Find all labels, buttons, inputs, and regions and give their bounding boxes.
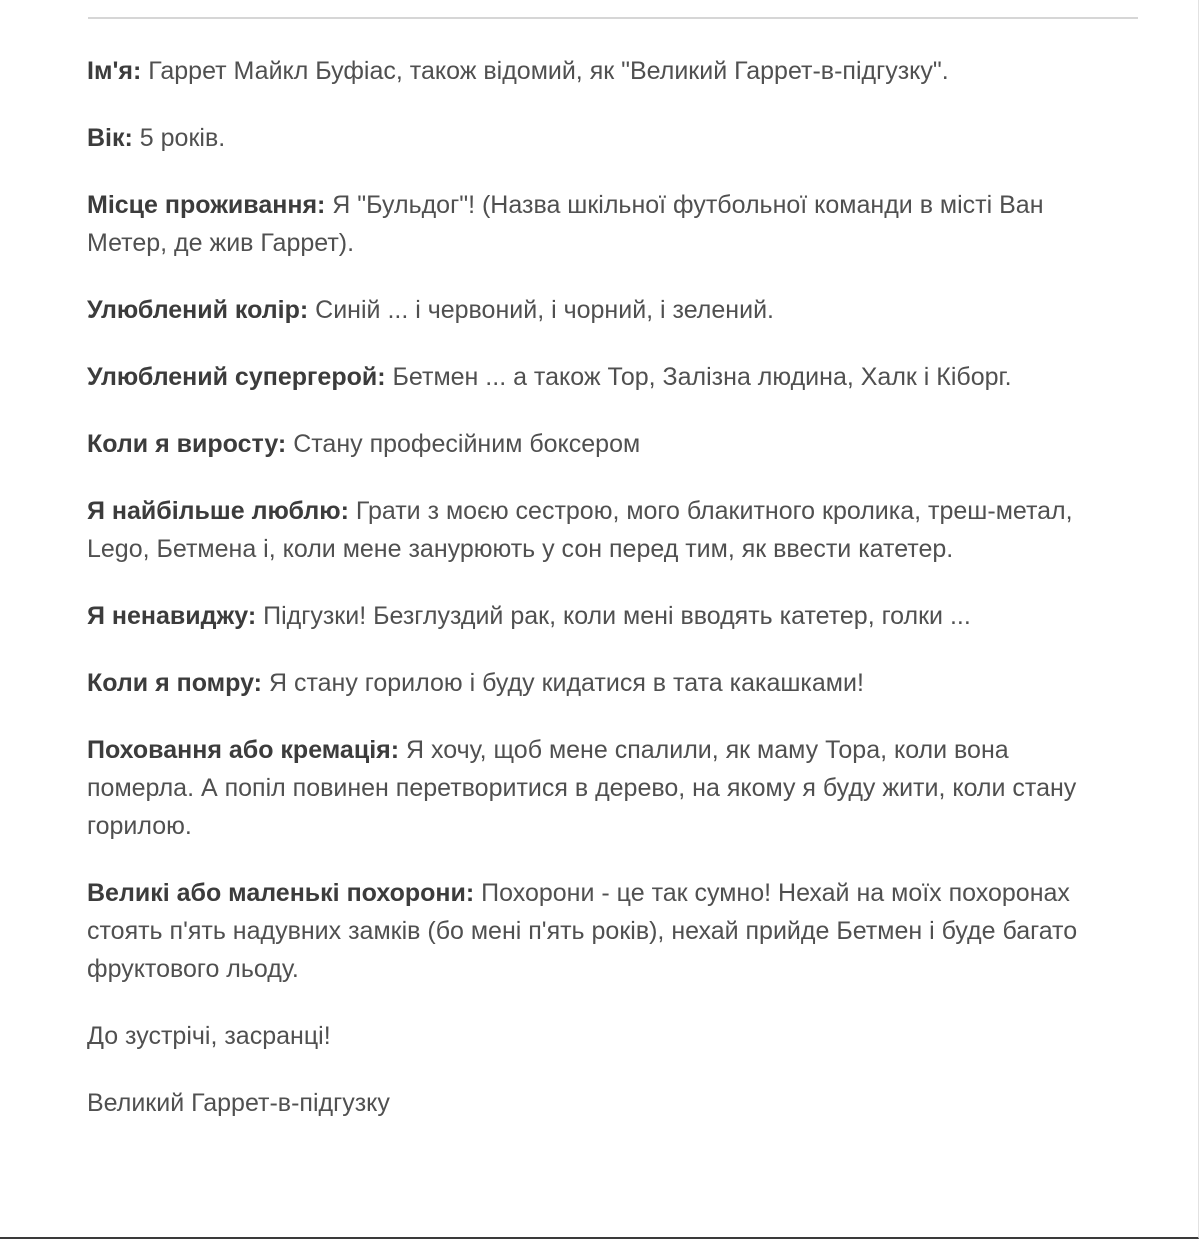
- entry-name: [87, 52, 1112, 90]
- entry-text: Я стану горилою і буду кидатися в тата какашками!: [262, 669, 864, 697]
- entry-funeral-size: [87, 874, 1112, 988]
- entry-text: Стану професійним боксером: [286, 430, 641, 458]
- top-divider: [88, 17, 1138, 19]
- entry-text: Підгузки! Безглуздий рак, коли мені вводять катетер, голки ...: [256, 602, 971, 630]
- entry-when-die: [87, 664, 1112, 702]
- entry-label: Поховання або кремація:: [87, 736, 400, 764]
- entry-text: Синій ... і червоний, і чорний, і зелений.: [308, 296, 774, 324]
- entry-text: Я хочу, щоб мене спалили, як маму Тора, коли вона померла. А попіл повинен перетворитися в дерево, на якому я буду жити, коли стану горилою.: [87, 736, 1077, 840]
- entry-label: Я найбільше люблю:: [87, 497, 349, 525]
- entry-text: 5 років.: [132, 124, 226, 152]
- entry-favorite-color: [87, 291, 1112, 329]
- entry-burial-or-cremation: [87, 731, 1112, 845]
- entry-text: Грати з моєю сестрою, мого блакитного кролика, треш-метал, Lego, Бетмена і, коли мене занурюють у сон перед тим, як ввести катетер.: [87, 497, 1073, 563]
- entry-when-grow-up: [87, 425, 1112, 463]
- entry-hates: [87, 597, 1112, 635]
- letter-body: [87, 52, 1112, 1151]
- entry-label: Улюблений супергерой:: [87, 363, 386, 391]
- entry-label: Коли я помру:: [87, 669, 263, 697]
- entry-age: [87, 119, 1112, 157]
- entry-residence: [87, 186, 1112, 262]
- entry-label: Ім'я:: [87, 57, 142, 85]
- entry-text: Я "Бульдог"! (Назва шкільної футбольної команди в місті Ван Метер, де жив Гаррет).: [87, 191, 1044, 257]
- entry-label: Вік:: [87, 124, 133, 152]
- closing-line: До зустрічі, засранці!: [87, 1022, 331, 1050]
- entry-label: Улюблений колір:: [87, 296, 309, 324]
- entry-label: Коли я виросту:: [87, 430, 287, 458]
- entry-favorite-superhero: [87, 358, 1112, 396]
- entry-label: Великі або маленькі похорони:: [87, 879, 475, 907]
- entry-loves-most: [87, 492, 1112, 568]
- signature: Великий Гаррет-в-підгузку: [87, 1089, 390, 1117]
- entry-text: Похорони - це так сумно! Нехай на моїх похоронах стоять п'ять надувних замків (бо мені п'ять років), нехай прийде Бетмен і буде багато фруктового льоду.: [87, 879, 1078, 983]
- entry-text: Гаррет Майкл Буфіас, також відомий, як "Великий Гаррет-в-підгузку".: [141, 57, 949, 85]
- entry-label: Місце проживання:: [87, 191, 326, 219]
- entry-text: Бетмен ... а також Тор, Залізна людина, Халк і Кіборг.: [385, 363, 1012, 391]
- entry-label: Я ненавиджу:: [87, 602, 257, 630]
